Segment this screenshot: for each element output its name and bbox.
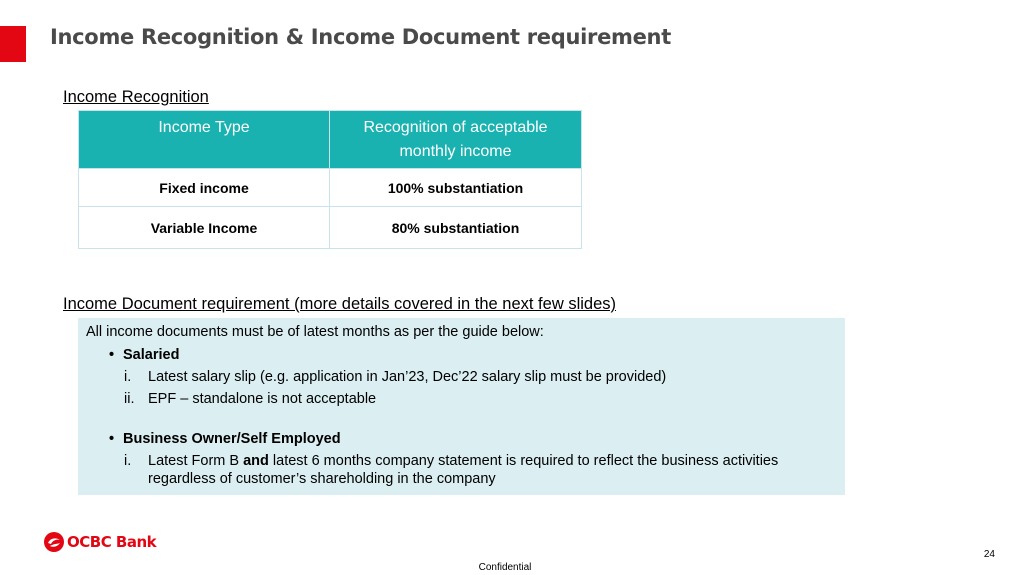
page-number: 24	[983, 549, 995, 560]
income-recognition-table	[78, 110, 582, 249]
confidential-footer: Confidential	[478, 562, 532, 573]
list-text	[148, 453, 778, 487]
list-number: i.	[124, 369, 132, 385]
cell-income-type: Variable Income	[79, 207, 330, 249]
red-accent-bar	[0, 26, 26, 62]
list-item	[86, 390, 837, 408]
ocbc-logo-icon	[44, 532, 64, 552]
list-text-part: latest 6 months company statement is required to reflect the business activities regardless of customer’s shareholding in the company	[148, 453, 779, 487]
list-item	[86, 452, 837, 488]
intro-text: All income documents must be of latest months as per the guide below:	[86, 324, 544, 340]
bullet-label: Salaried	[123, 347, 180, 363]
table-header-row	[79, 111, 582, 169]
list-text: Latest salary slip (e.g. application in Jan’23, Dec’22 salary slip must be provided)	[148, 369, 667, 385]
bullet-salaried	[86, 346, 837, 364]
cell-recognition: 80% substantiation	[330, 207, 582, 249]
bullet-label: Business Owner/Self Employed	[123, 431, 341, 447]
header-recognition: Recognition of acceptable monthly income	[330, 111, 582, 169]
cell-income-type: Fixed income	[79, 169, 330, 207]
logo-wordmark: OCBC Bank	[67, 533, 157, 551]
list-text-emphasis: and	[243, 453, 269, 469]
income-document-heading: Income Document requirement (more details covered in the next few slides)	[63, 295, 616, 313]
bullet-icon: •	[109, 347, 115, 363]
slide-title: Income Recognition & Income Document requirement	[50, 25, 671, 49]
header-income-type: Income Type	[79, 111, 330, 169]
bullet-business-owner	[86, 430, 837, 448]
table-row	[79, 207, 582, 249]
cell-recognition: 100% substantiation	[330, 169, 582, 207]
list-number: i.	[124, 453, 132, 469]
list-number: ii.	[124, 391, 135, 407]
document-requirements-box	[78, 318, 845, 495]
list-text: EPF – standalone is not acceptable	[148, 391, 377, 407]
bullet-icon: •	[109, 431, 115, 447]
ocbc-logo	[44, 532, 156, 552]
table-row	[79, 169, 582, 207]
list-item	[86, 368, 837, 386]
spacer	[86, 412, 837, 430]
income-recognition-heading: Income Recognition	[63, 88, 209, 106]
list-text-part: Latest Form B	[148, 453, 244, 469]
